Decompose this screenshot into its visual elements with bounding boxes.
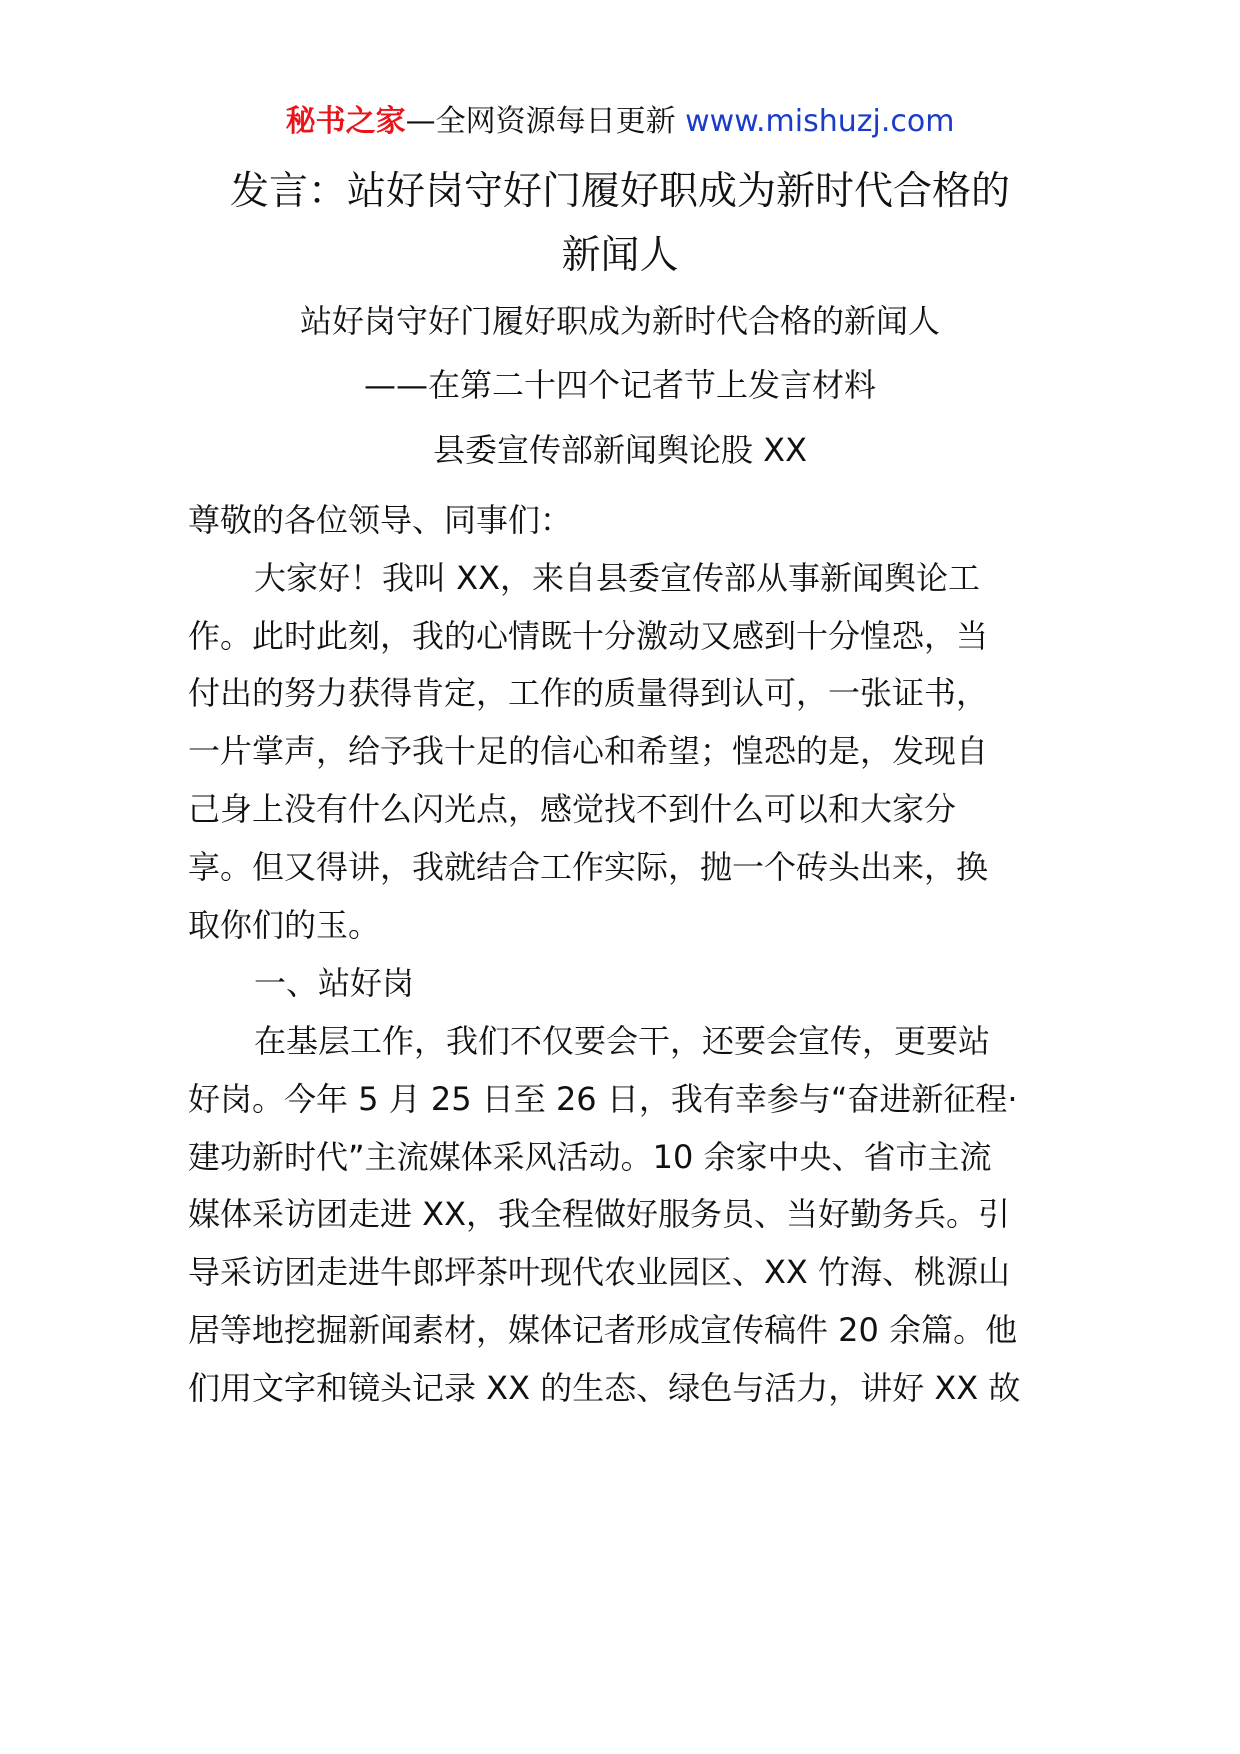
document-subtitle: 站好岗守好门履好职成为新时代合格的新闻人 bbox=[299, 302, 940, 340]
body-line: 己身上没有什么闪光点，感觉找不到什么可以和大家分 bbox=[188, 790, 957, 828]
brand-name[interactable]: 秘书之家 bbox=[285, 104, 406, 139]
document-occasion: ——在第二十四个记者节上发言材料 bbox=[363, 366, 876, 404]
body-line: 作。此时此刻，我的心情既十分激动又感到十分惶恐，当 bbox=[188, 617, 989, 655]
document-author: 县委宣传部新闻舆论股 XX bbox=[432, 431, 808, 469]
body-line: 媒体采访团走进 XX，我全程做好服务员、当好勤务兵。引 bbox=[188, 1195, 1011, 1233]
body-line: 大家好！我叫 XX，来自县委宣传部从事新闻舆论工 bbox=[254, 559, 981, 597]
section-heading: 一、站好岗 bbox=[254, 964, 415, 1002]
body-line: 建功新时代”主流媒体采风活动。10 余家中央、省市主流 bbox=[188, 1138, 992, 1176]
brand-slogan: —全网资源每日更新 bbox=[405, 104, 676, 139]
site-banner bbox=[0, 100, 1240, 144]
body-line: 取你们的玉。 bbox=[188, 906, 381, 944]
body-line: 享。但又得讲，我就结合工作实际，抛一个砖头出来，换 bbox=[188, 848, 989, 886]
document-title-line-1: 发言：站好岗守好门履好职成为新时代合格的 bbox=[229, 169, 1010, 214]
body-line: 们用文字和镜头记录 XX 的生态、绿色与活力，讲好 XX 故 bbox=[188, 1369, 1021, 1407]
body-line: 居等地挖掘新闻素材，媒体记者形成宣传稿件 20 余篇。他 bbox=[188, 1311, 1018, 1349]
body-line: 导采访团走进牛郎坪茶叶现代农业园区、XX 竹海、桃源山 bbox=[188, 1253, 1011, 1291]
body-line: 好岗。今年 5 月 25 日至 26 日，我有幸参与“奋进新征程· bbox=[188, 1080, 1018, 1118]
salutation: 尊敬的各位领导、同事们： bbox=[188, 501, 573, 539]
document-title-line-2: 新闻人 bbox=[561, 233, 679, 278]
body-line: 在基层工作，我们不仅要会干，还要会宣传，更要站 bbox=[254, 1022, 991, 1060]
site-url-link[interactable]: www.mishuzj.com bbox=[685, 104, 955, 139]
body-line: 一片掌声，给予我十足的信心和希望；惶恐的是，发现自 bbox=[188, 732, 989, 770]
body-line: 付出的努力获得肯定，工作的质量得到认可，一张证书， bbox=[188, 674, 989, 712]
